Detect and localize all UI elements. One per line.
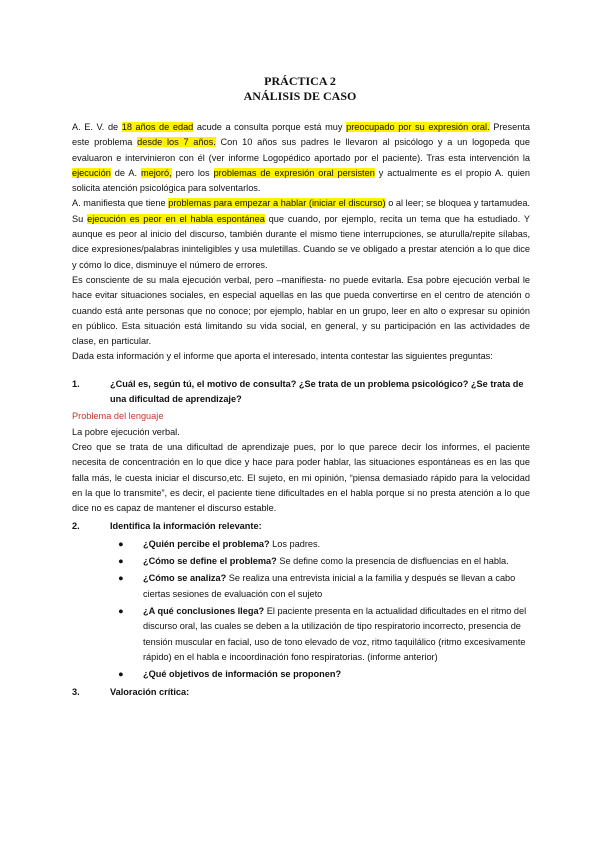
text: Con 10 años sus padres le llevaron al psicólogo y a un logopeda que evaluaron e intervinieron con él (ver informe Logopédico aportado por el paciente). Tras esta intervención la: [72, 137, 530, 163]
relevant-info-list: [110, 537, 530, 683]
highlight-improved: mejoró,: [141, 167, 172, 178]
text: y actualmente es el propio A. quien solicita atención psicológica para solventarlos.: [72, 167, 530, 194]
intro-paragraph-2: [72, 196, 530, 272]
page-subtitle: ANÁLISIS DE CASO: [243, 89, 357, 103]
list-item: [110, 537, 530, 552]
highlight-start-speaking: problemas para empezar a hablar (iniciar el discurso): [168, 198, 386, 209]
answer-heading: Problema del lenguaje: [72, 411, 164, 422]
text: que cuando, por ejemplo, recita un tema que ha estudiado. Y aunque es peor al inicio del discurso, también durante el mismo tiene interrupciones, se aturulla/repite sílabas, dice expresiones/palabras ininteligibles y usa muletillas. Cuando se ve obligado a prestar atención a lo que dice y cómo lo dice, disminuye el número de errores.: [72, 213, 530, 270]
text: A. E. V. de: [72, 122, 122, 132]
question-3: [72, 685, 530, 700]
bullet-icon: ●: [118, 538, 124, 549]
text: acude a consulta porque está muy: [193, 122, 347, 132]
question-text: Valoración crítica:: [110, 687, 190, 698]
list-item: [110, 604, 530, 665]
question-number: 3.: [72, 687, 80, 698]
item-answer: Los padres.: [269, 538, 321, 549]
highlight-spontaneous: ejecución es peor en el habla espontánea: [87, 213, 265, 224]
question-text: ¿Cuál es, según tú, el motivo de consulta? ¿Se trata de un problema psicológico? ¿Se trata de una dificultad de aprendizaje?: [110, 378, 524, 405]
item-answer: Se define como la presencia de disfluencias en el habla.: [276, 556, 509, 567]
answer-line: La pobre ejecución verbal.: [72, 426, 180, 437]
bullet-icon: ●: [118, 573, 124, 584]
question-number: 2.: [72, 521, 80, 532]
list-item: [110, 667, 530, 682]
bullet-icon: ●: [118, 556, 124, 567]
page-title: PRÁCTICA 2: [264, 74, 336, 88]
question-2: [72, 519, 530, 534]
intro-paragraph-3: Es consciente de su mala ejecución verbal, pero –manifiesta- no puede evitarla. Esa pobre ejecución verbal le hace evitar situaciones sociales, en especial aquellas en las que pueda convertirse en el centro de atención o cuando está ante personas que no conoce; por ejemplo, hablar en un grupo, leer en alto o expresar su opinión en público. Esta situación está limitando su vida social, en general, y su participación en las actividades de clase, en particular.: [72, 274, 530, 347]
question-text: Identifica la información relevante:: [110, 521, 262, 532]
question-number: 1.: [72, 378, 80, 389]
highlight-concern: preocupado por su expresión oral.: [346, 122, 490, 132]
item-question: ¿Cómo se define el problema?: [143, 556, 277, 567]
item-question: ¿Cómo se analiza?: [143, 573, 227, 584]
item-question: ¿Qué objetivos de información se proponen?: [143, 669, 342, 680]
item-answer: El paciente presenta en la actualidad dificultades en el ritmo del discurso oral, las cuales se deben a la utilización de tipo respiratorio incorrecto, presencia de tensión muscular en facial, uso de tono elevado de voz, ritmo taquilálico (ritmo excesivamente rápido) en el habla e incoordinación fono respiratorias. (informe anterior): [143, 605, 527, 662]
document-body: [72, 120, 530, 701]
highlight-age: 18 años de edad: [121, 122, 194, 132]
bullet-icon: ●: [118, 669, 124, 680]
highlight-persist: problemas de expresión oral persisten: [213, 167, 375, 178]
text: A. manifiesta que tiene: [72, 198, 169, 209]
bullet-icon: ●: [118, 605, 124, 616]
answer-paragraph: Creo que se trata de una dificultad de aprendizaje pues, por lo que parece decir los informes, el paciente necesita de concentración en lo que dice y hace para poder hablar, las situaciones espontáneas es en las que falla más, le cuesta iniciar el discurso,etc. El sujeto, en mi opinión, “piensa demasiado rápido para la velocidad en la que lo transmite”, es decir, el paciente tiene dificultades en el habla porque si no presta atención a lo que dice no es capaz de mantener el discurso estable.: [72, 441, 530, 514]
text: o al leer; se bloquea y tartamudea. Su: [72, 198, 530, 224]
list-item: [110, 554, 530, 569]
intro-paragraph-1: [72, 120, 530, 196]
text: de A.: [110, 167, 141, 178]
highlight-execution: ejecución: [72, 167, 111, 178]
list-item: [110, 571, 530, 602]
intro-paragraph-4: Dada esta información y el informe que aporta el interesado, intenta contestar las siguientes preguntas:: [72, 351, 493, 362]
item-question: ¿Quién percibe el problema?: [143, 538, 270, 549]
text: Presenta este problema: [72, 122, 530, 148]
item-answer: Se realiza una entrevista inicial a la familia y después se llevan a cabo ciertas sesiones de evaluación con el sujeto: [143, 573, 516, 599]
question-1: [72, 377, 530, 408]
highlight-onset: desde los 7 años.: [137, 137, 216, 148]
text: pero los: [171, 167, 214, 178]
item-question: ¿A qué conclusiones llega?: [143, 605, 265, 616]
